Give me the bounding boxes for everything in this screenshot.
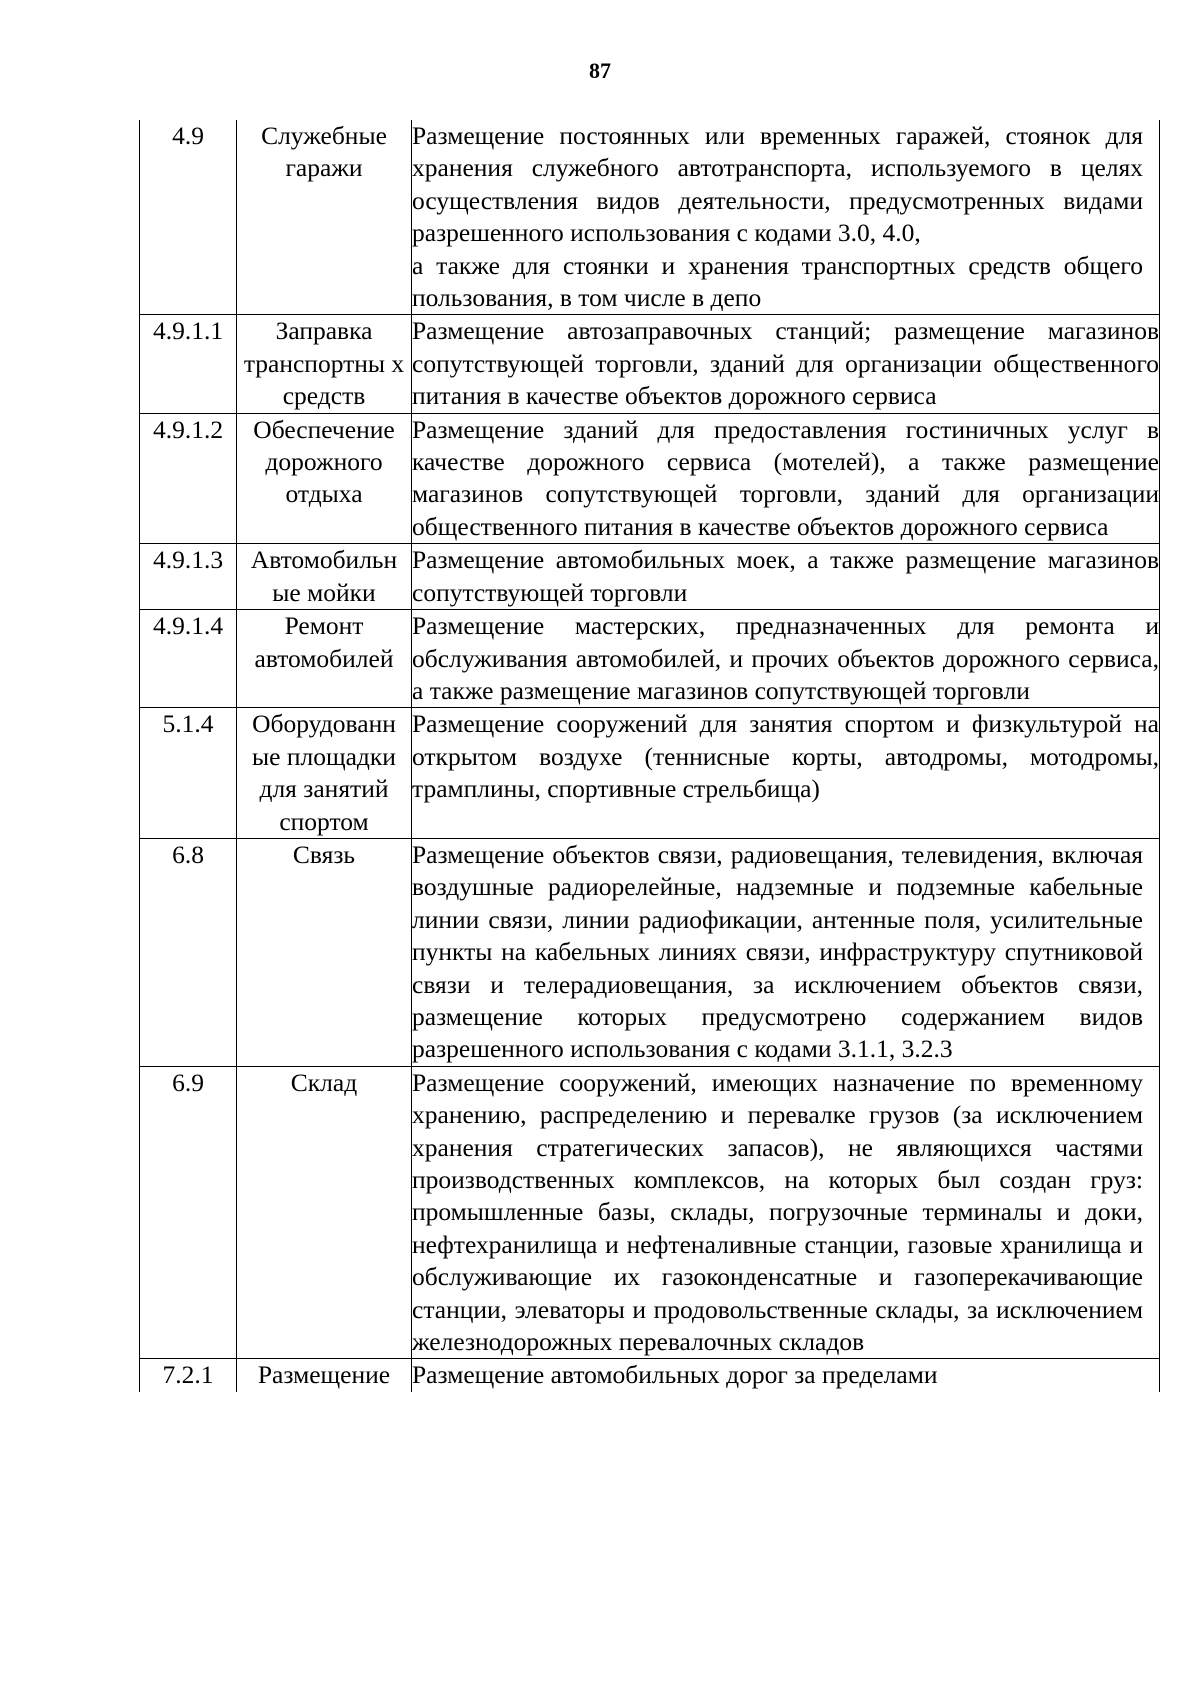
page-number: 87 xyxy=(589,58,611,83)
description-paragraph: Размещение объектов связи, радиовещания, телевидения, включая воздушные радиорелейные, надземные и подземные кабельные линии связи, линии радиофикации, антенные поля, усилительные пункты на кабельных линиях связи, инфраструктуру спутниковой связи и телерадиовещания, за исключением объектов связи, размещение которых предусмотрено содержанием видов разрешенного использования с кодами 3.1.1, 3.2.3 xyxy=(412,839,1143,1064)
description-paragraph: Размещение постоянных или временных гаражей, стоянок для хранения служебного автотранспорта, используемого в целях осуществления видов деятельности, предусмотренных видами разрешенного использования с кодами 3.0, 4.0, xyxy=(412,121,1143,248)
land-use-table xyxy=(139,120,1160,1392)
row-name: Ремонт автомобилей xyxy=(237,610,412,708)
row-name: Склад xyxy=(237,1066,412,1359)
row-code: 4.9.1.2 xyxy=(140,413,237,544)
row-code: 4.9.1.3 xyxy=(140,544,237,610)
row-code: 7.2.1 xyxy=(140,1359,237,1392)
row-code: 4.9 xyxy=(140,120,237,315)
description-paragraph: Размещение автомобильных дорог за пределами xyxy=(412,1360,938,1390)
row-description xyxy=(412,544,1160,610)
table-row xyxy=(140,708,1160,839)
description-paragraph: а также для стоянки и хранения транспортных средств общего пользования, в том числе в депо xyxy=(412,250,1143,313)
row-description xyxy=(412,315,1160,413)
row-description xyxy=(412,1359,1160,1392)
row-name: Связь xyxy=(237,838,412,1066)
row-name: Автомобильн ые мойки xyxy=(237,544,412,610)
row-name: Оборудованн ые площадки для занятий спортом xyxy=(237,708,412,839)
table-row xyxy=(140,610,1160,708)
table-row xyxy=(140,1066,1160,1359)
row-name: Заправка транспортны х средств xyxy=(237,315,412,413)
row-code: 6.9 xyxy=(140,1066,237,1359)
row-description xyxy=(412,1066,1160,1359)
table-row xyxy=(140,838,1160,1066)
table-row xyxy=(140,544,1160,610)
row-description xyxy=(412,413,1160,544)
description-paragraph: Размещение сооружений, имеющих назначение по временному хранению, распределению и перевалке грузов (за исключением хранения стратегических запасов), не являющихся частями производственных комплексов, на которых был создан груз: промышленные базы, склады, погрузочные терминалы и доки, нефтехранилища и нефтеналивные станции, газовые хранилища и обслуживающие их газоконденсатные и газоперекачивающие станции, элеваторы и продовольственные склады, за исключением железнодорожных перевалочных складов xyxy=(412,1067,1143,1357)
row-description xyxy=(412,120,1160,315)
row-code: 4.9.1.1 xyxy=(140,315,237,413)
description-paragraph: Размещение сооружений для занятия спортом и физкультурой на открытом воздухе (теннисные корты, автодромы, мотодромы, трамплины, спортивные стрельбища) xyxy=(412,709,1159,804)
table-row xyxy=(140,413,1160,544)
row-description xyxy=(412,610,1160,708)
table-row xyxy=(140,1359,1160,1392)
row-code: 4.9.1.4 xyxy=(140,610,237,708)
row-name: Служебные гаражи xyxy=(237,120,412,315)
table-row xyxy=(140,315,1160,413)
description-paragraph: Размещение автомобильных моек, а также размещение магазинов сопутствующей торговли xyxy=(412,545,1159,607)
row-code: 5.1.4 xyxy=(140,708,237,839)
row-name: Размещение xyxy=(237,1359,412,1392)
description-paragraph: Размещение автозаправочных станций; размещение магазинов сопутствующей торговли, зданий для организации общественного питания в качестве объектов дорожного сервиса xyxy=(412,316,1159,411)
row-description xyxy=(412,708,1160,839)
row-name: Обеспечение дорожного отдыха xyxy=(237,413,412,544)
row-description xyxy=(412,838,1160,1066)
row-code: 6.8 xyxy=(140,838,237,1066)
description-paragraph: Размещение зданий для предоставления гостиничных услуг в качестве дорожного сервиса (мотелей), а также размещение магазинов сопутствующей торговли, зданий для организации общественного питания в качестве объектов дорожного сервиса xyxy=(412,414,1159,541)
table-row xyxy=(140,120,1160,315)
description-paragraph: Размещение мастерских, предназначенных для ремонта и обслуживания автомобилей, и прочих объектов дорожного сервиса, а также размещение магазинов сопутствующей торговли xyxy=(412,611,1159,705)
